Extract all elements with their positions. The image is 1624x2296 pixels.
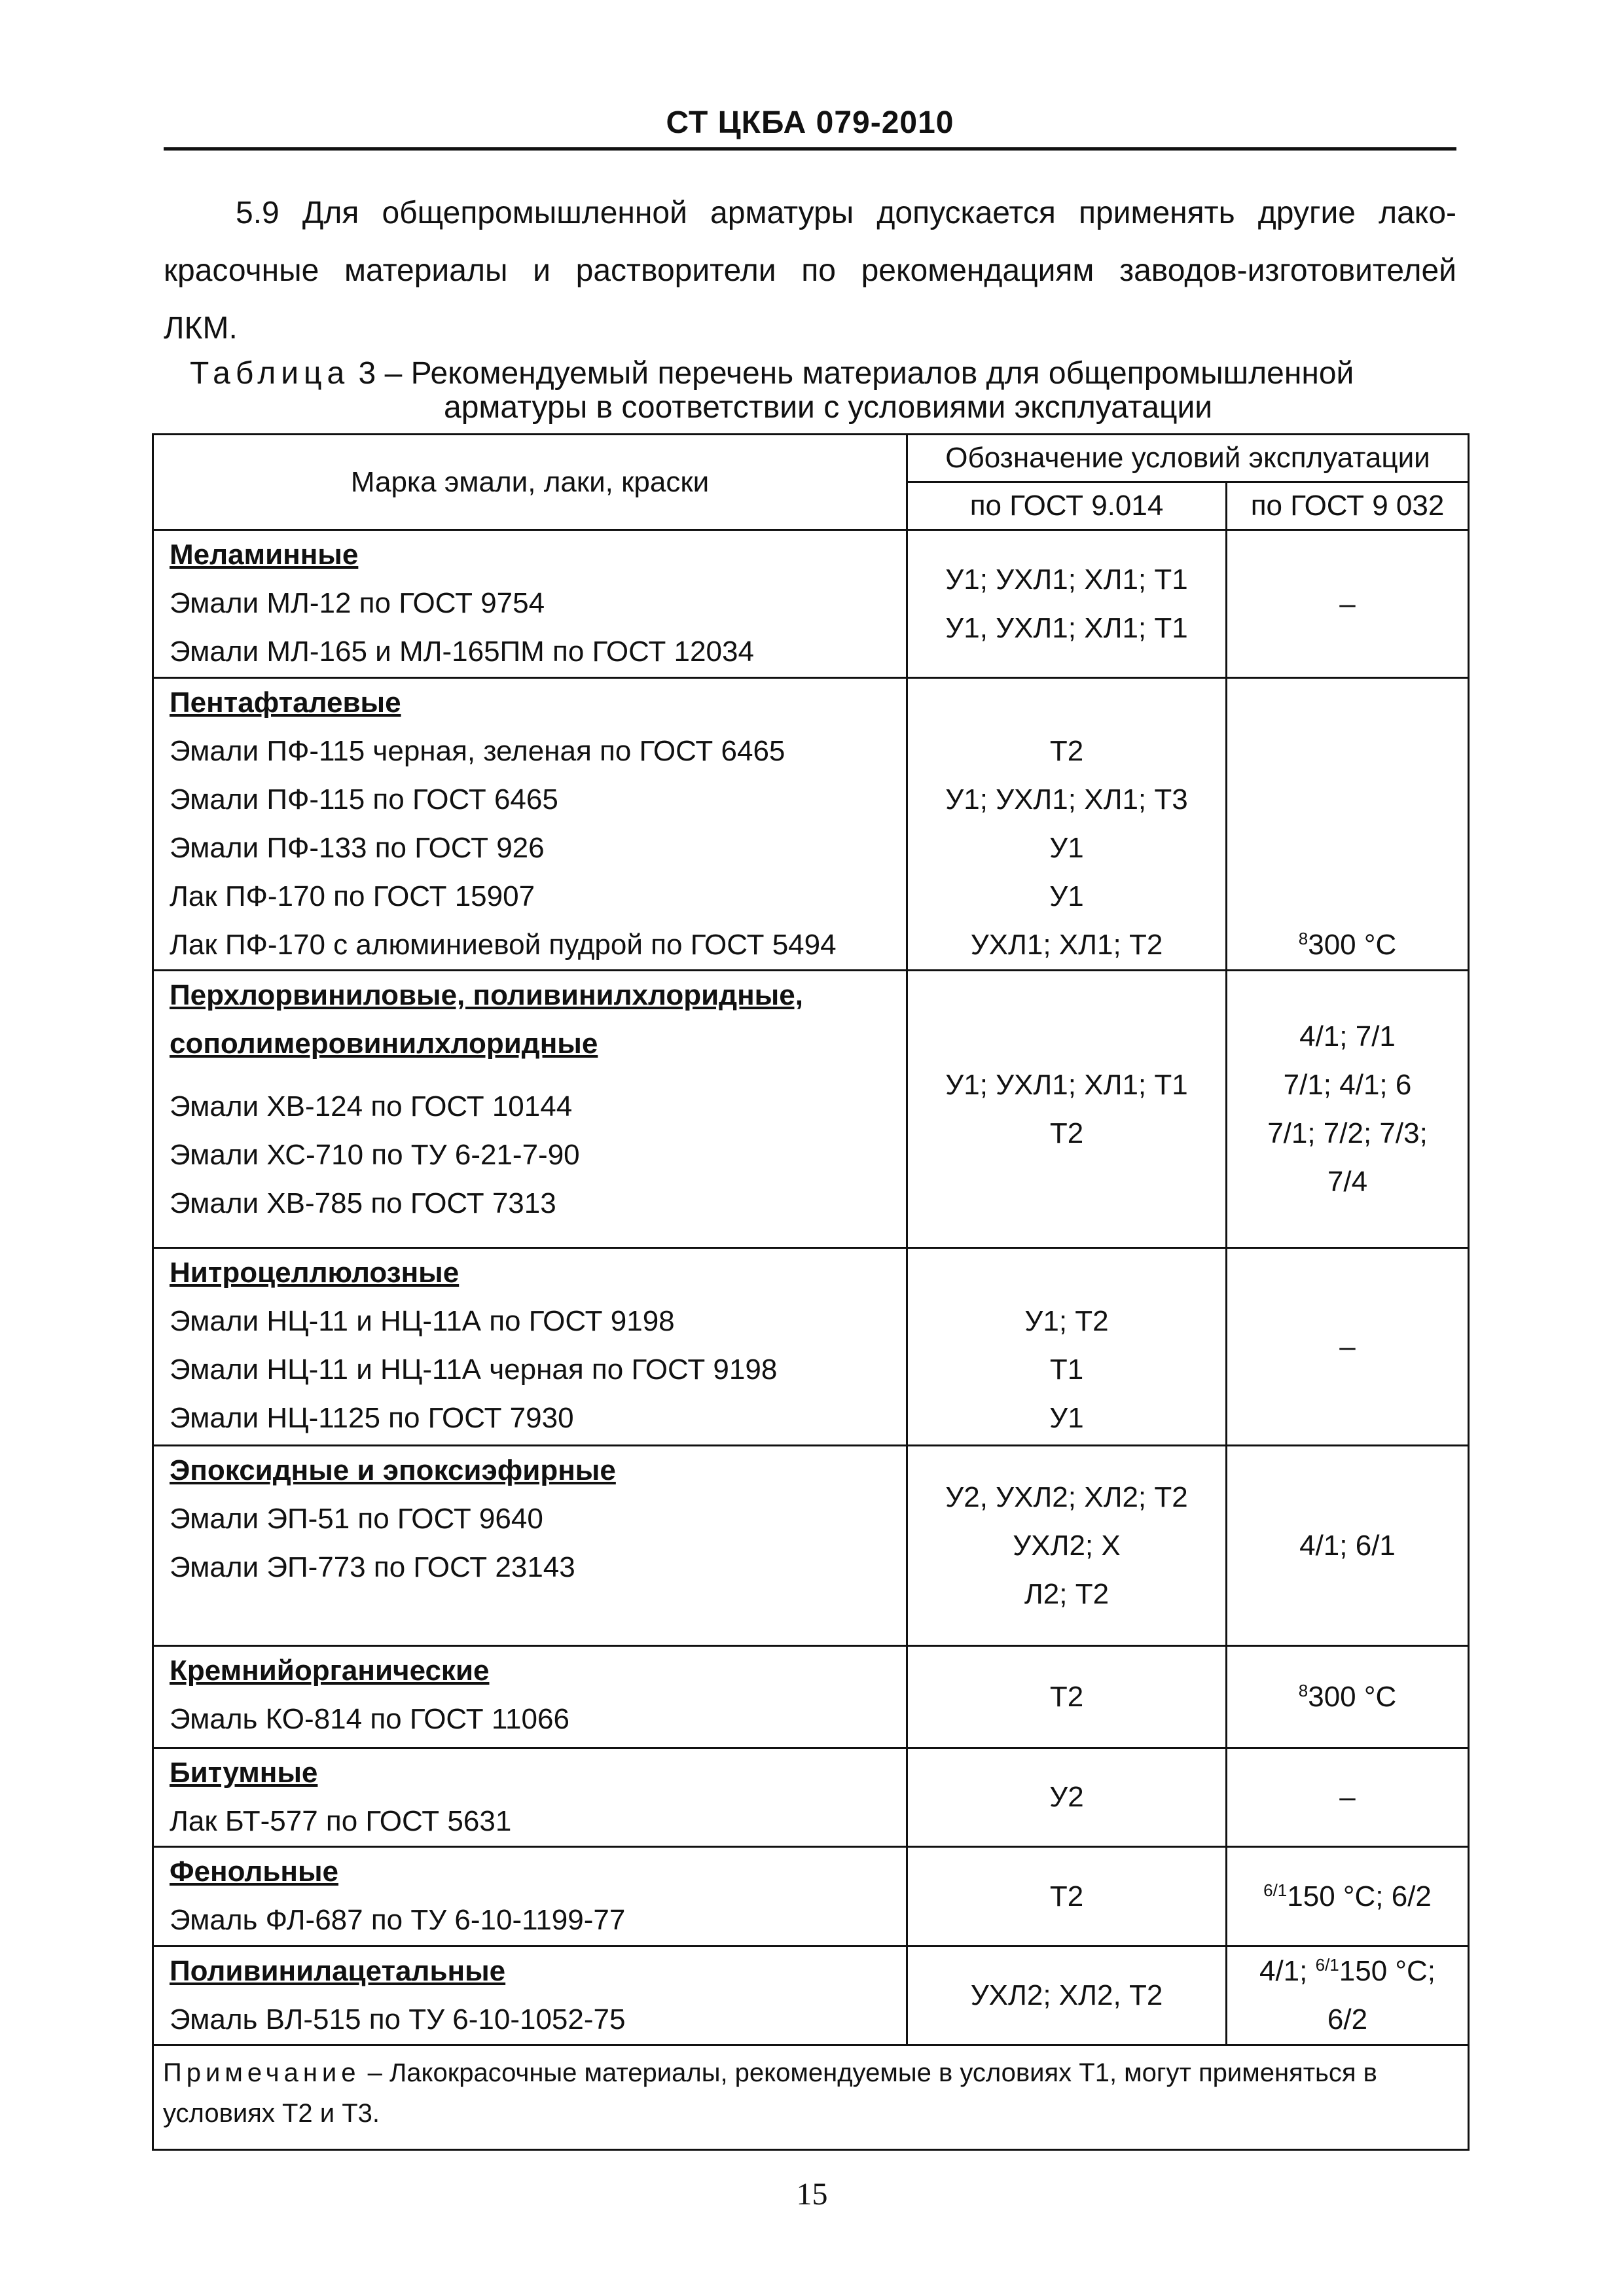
condition-value: УХЛ2; ХЛ2, Т2 <box>970 1979 1163 2011</box>
condition-value: У1, УХЛ1; ХЛ1; Т1 <box>945 611 1188 644</box>
cell-materials <box>153 1646 907 1748</box>
cell-gost-9014 <box>907 971 1227 1248</box>
header-rule <box>164 147 1456 151</box>
cell-gost-9014 <box>907 1847 1227 1946</box>
material-item: Эмали МЛ-165 и МЛ-165ПМ по ГОСТ 12034 <box>170 636 754 668</box>
condition-value: Т2 <box>1049 1117 1084 1149</box>
condition-value: У2 <box>1049 1781 1084 1813</box>
col-header-brand: Марка эмали, лаки, краски <box>153 435 907 530</box>
group-title: Кремнийорганические <box>170 1655 490 1687</box>
cell-gost-9032 <box>1227 1646 1469 1748</box>
condition-value: – <box>1339 587 1356 620</box>
material-item: Эмали ПФ-115 по ГОСТ 6465 <box>170 783 558 816</box>
cell-materials <box>153 971 907 1248</box>
paragraph-line: красочные материалы и растворители по рекомендациям заводов-изготовителей <box>164 253 1456 288</box>
condition-value: – <box>1339 1781 1356 1813</box>
cell-gost-9032 <box>1227 678 1469 971</box>
condition-value: У2, УХЛ2; ХЛ2; Т2 <box>945 1480 1188 1513</box>
cell-gost-9032 <box>1227 530 1469 678</box>
table-row <box>153 1946 1469 2045</box>
col-header-gost-9014: по ГОСТ 9.014 <box>907 482 1227 530</box>
material-item: Эмали ПФ-115 черная, зеленая по ГОСТ 6465 <box>170 735 785 767</box>
cell-gost-9032 <box>1227 1946 1469 2045</box>
cell-gost-9014 <box>907 1446 1227 1646</box>
group-title: Перхлорвиниловые, поливинилхлоридные, <box>170 979 803 1011</box>
condition-value: 7/4 <box>1327 1165 1368 1198</box>
table-row <box>153 1748 1469 1847</box>
cell-materials <box>153 1946 907 2045</box>
superscript: 6/1 <box>1315 1955 1339 1975</box>
material-item: Эмаль ФЛ-687 по ТУ 6-10-1199-77 <box>170 1904 626 1936</box>
table-row <box>153 1646 1469 1748</box>
condition-value: 7/1; 4/1; 6 <box>1283 1068 1412 1101</box>
superscript: 6/1 <box>1263 1880 1288 1900</box>
condition-value: Т2 <box>1049 735 1084 767</box>
material-item: Эмаль КО-814 по ГОСТ 11066 <box>170 1703 569 1735</box>
material-item: Лак БТ-577 по ГОСТ 5631 <box>170 1805 512 1837</box>
material-item: Эмаль ВЛ-515 по ТУ 6-10-1052-75 <box>170 2003 626 2036</box>
cell-gost-9032 <box>1227 1748 1469 1847</box>
condition-value: 7/1; 7/2; 7/3; <box>1267 1117 1428 1149</box>
table-caption-text: 3 – Рекомендуемый перечень материалов для общепромышленной <box>350 356 1354 391</box>
table-note <box>153 2045 1469 2150</box>
paragraph-5-9 <box>164 185 1456 357</box>
cell-materials <box>153 1748 907 1847</box>
cell-materials <box>153 1446 907 1646</box>
table-row <box>153 530 1469 678</box>
note-label: Примечание <box>163 2058 361 2087</box>
group-title: Нитроцеллюлозные <box>170 1257 460 1289</box>
cell-gost-9014 <box>907 1946 1227 2045</box>
cell-gost-9014 <box>907 1248 1227 1446</box>
table-row <box>153 1847 1469 1946</box>
col-header-gost-9032: по ГОСТ 9 032 <box>1227 482 1469 530</box>
condition-value: $^{6/1}$150 °С; 6/2 <box>1263 1880 1432 1912</box>
group-title: Поливинилацетальные <box>170 1955 506 1987</box>
page-number: 15 <box>796 2177 828 2212</box>
group-title: Эпоксидные и эпоксиэфирные <box>170 1454 616 1486</box>
table-caption-label: Таблица <box>190 356 350 391</box>
material-item: Эмали НЦ-1125 по ГОСТ 7930 <box>170 1402 574 1434</box>
condition-value: У1; УХЛ1; ХЛ1; Т3 <box>945 783 1188 816</box>
materials-table <box>152 433 1470 2151</box>
material-item: Эмали ХВ-124 по ГОСТ 10144 <box>170 1090 573 1122</box>
group-title: Меламинные <box>170 539 359 571</box>
condition-value: Т2 <box>1049 1680 1084 1713</box>
cell-materials <box>153 678 907 971</box>
col-group-header-conditions: Обозначение условий эксплуатации <box>907 435 1469 482</box>
cell-gost-9014 <box>907 1646 1227 1748</box>
condition-value: У1 <box>1049 832 1084 864</box>
table-row <box>153 971 1469 1248</box>
table-row <box>153 678 1469 971</box>
condition-value: 4/1; $^{6/1}$150 °С; <box>1259 1955 1435 1987</box>
group-title: сополимеровинилхлоридные <box>170 1028 598 1060</box>
condition-value: У1; Т2 <box>1024 1305 1109 1337</box>
cell-gost-9014 <box>907 678 1227 971</box>
condition-value: У1; УХЛ1; ХЛ1; Т1 <box>945 563 1188 596</box>
condition-value: У1; УХЛ1; ХЛ1; Т1 <box>945 1068 1188 1101</box>
superscript: 8 <box>1298 1680 1308 1700</box>
table-caption <box>190 357 1456 425</box>
condition-value: УХЛ2; Х <box>1013 1529 1121 1562</box>
superscript: 8 <box>1298 929 1308 948</box>
cell-gost-9032 <box>1227 1248 1469 1446</box>
material-item: Эмали НЦ-11 и НЦ-11А по ГОСТ 9198 <box>170 1305 675 1337</box>
paragraph-line: 5.9 Для общепромышленной арматуры допускается применять другие лако- <box>236 196 1456 230</box>
document-code-header: СТ ЦКБА 079-2010 <box>666 105 954 140</box>
material-item: Лак ПФ-170 с алюминиевой пудрой по ГОСТ 5494 <box>170 929 837 961</box>
cell-materials <box>153 1847 907 1946</box>
group-title: Фенольные <box>170 1856 339 1888</box>
table-row <box>153 1248 1469 1446</box>
condition-value: $^8$300 °С <box>1298 929 1397 961</box>
condition-value: 4/1; 6/1 <box>1299 1529 1396 1562</box>
cell-gost-9032 <box>1227 1847 1469 1946</box>
cell-gost-9032 <box>1227 971 1469 1248</box>
cell-gost-9014 <box>907 1748 1227 1847</box>
table-note-row <box>153 2045 1469 2150</box>
table-caption-text-line2: арматуры в соответствии с условиями эксплуатации <box>444 390 1213 425</box>
condition-value: У1 <box>1049 880 1084 912</box>
condition-value: Т2 <box>1049 1880 1084 1912</box>
material-item: Эмали ХВ-785 по ГОСТ 7313 <box>170 1187 556 1219</box>
condition-value: Л2; Т2 <box>1024 1577 1110 1610</box>
cell-gost-9014 <box>907 530 1227 678</box>
table-row <box>153 1446 1469 1646</box>
material-item: Эмали МЛ-12 по ГОСТ 9754 <box>170 587 545 619</box>
condition-value: Т1 <box>1049 1354 1084 1386</box>
group-title: Битумные <box>170 1757 318 1789</box>
paragraph-line: ЛКМ. <box>164 311 238 346</box>
condition-value: $^8$300 °С <box>1298 1680 1397 1713</box>
material-item: Эмали ЭП-773 по ГОСТ 23143 <box>170 1551 575 1583</box>
material-item: Лак ПФ-170 по ГОСТ 15907 <box>170 880 535 912</box>
condition-value: 4/1; 7/1 <box>1299 1020 1396 1052</box>
group-title: Пентафталевые <box>170 687 401 719</box>
cell-materials <box>153 1248 907 1446</box>
note-text: – Лакокрасочные материалы, рекомендуемые в условиях Т1, могут применяться в условиях Т2 и Т3. <box>163 2058 1377 2128</box>
material-item: Эмали ЭП-51 по ГОСТ 9640 <box>170 1503 543 1535</box>
condition-value: УХЛ1; ХЛ1; Т2 <box>970 929 1163 961</box>
material-item: Эмали ХС-710 по ТУ 6-21-7-90 <box>170 1139 580 1171</box>
condition-value: – <box>1339 1330 1356 1363</box>
material-item: Эмали ПФ-133 по ГОСТ 926 <box>170 832 545 864</box>
cell-materials <box>153 530 907 678</box>
condition-value: 6/2 <box>1327 2003 1368 2036</box>
cell-gost-9032 <box>1227 1446 1469 1646</box>
condition-value: У1 <box>1049 1402 1084 1434</box>
material-item: Эмали НЦ-11 и НЦ-11А черная по ГОСТ 9198 <box>170 1354 778 1386</box>
